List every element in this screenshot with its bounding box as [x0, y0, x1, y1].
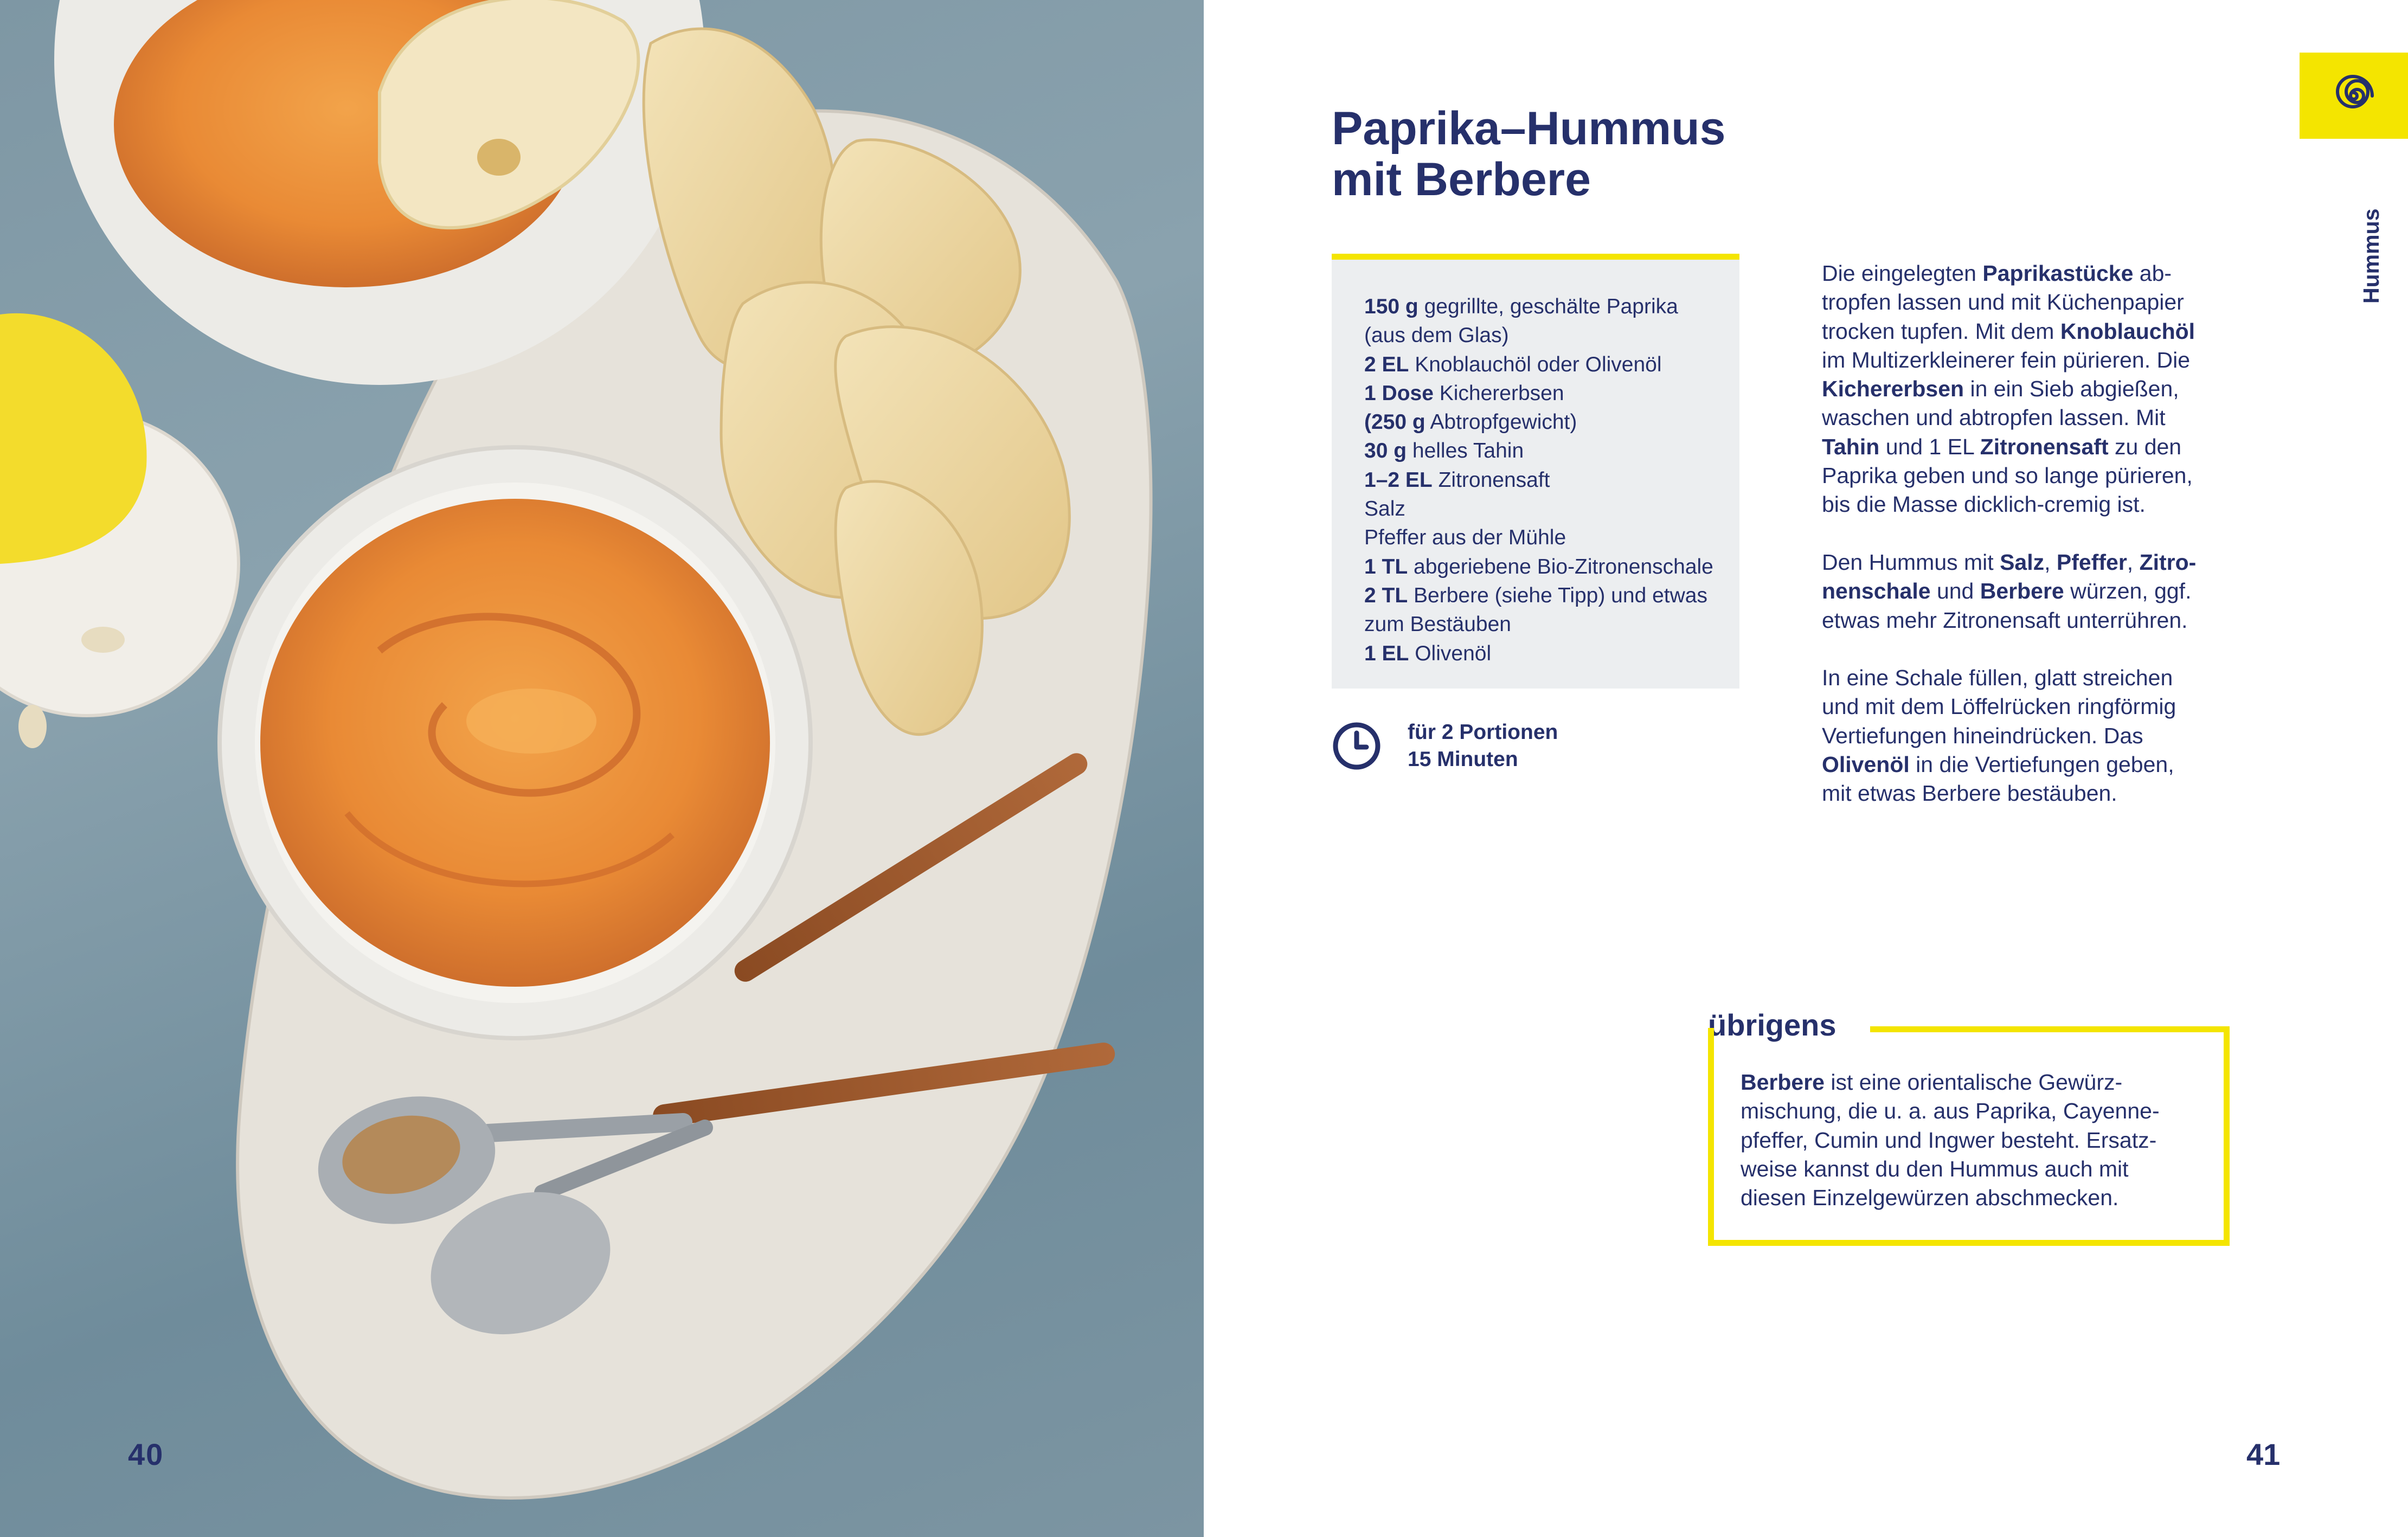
bold-term: Zitro-: [2139, 549, 2197, 575]
text-run: und: [1930, 578, 1980, 604]
text-run: mit etwas Berbere bestäuben.: [1822, 781, 2117, 806]
ingredient-line: [1364, 494, 1709, 523]
text-run: tropfen lassen und mit Küchenpapier: [1822, 290, 2184, 315]
recipe-meta: [1332, 719, 1558, 773]
ingredient-amount: 2 EL: [1364, 352, 1409, 376]
text-run: etwas mehr Zitronensaft unterrühren.: [1822, 607, 2188, 633]
chapter-tab: [2300, 53, 2408, 139]
bold-term: Olivenöl: [1822, 752, 1910, 777]
text-run: Den Hummus mit: [1822, 549, 2000, 575]
ingredient-line: [1364, 610, 1709, 639]
ingredient-line: [1364, 436, 1709, 465]
ingredient-amount: 150 g: [1364, 295, 1418, 318]
ingredient-text: Zitronensaft: [1432, 468, 1550, 492]
ingredient-line: [1364, 379, 1709, 408]
text-run: zu den: [2108, 434, 2182, 459]
text-run: In eine Schale füllen, glatt streichen: [1822, 665, 2173, 691]
ingredient-text: Salz: [1364, 497, 1405, 521]
text-run: ist eine orientalische Gewürz-: [1824, 1070, 2123, 1095]
ingredient-text: (aus dem Glas): [1364, 324, 1509, 348]
text-run: diesen Einzelgewürzen abschmecken.: [1741, 1185, 2119, 1211]
text-run: trocken tupfen. Mit dem: [1822, 318, 2060, 344]
ingredient-line: [1364, 321, 1709, 350]
ingredient-text: helles Tahin: [1407, 439, 1524, 463]
portions-label: für 2 Portionen: [1408, 721, 1558, 744]
ingredient-line: [1364, 639, 1709, 668]
instruction-step: [1822, 259, 2256, 519]
ingredient-line: [1364, 523, 1709, 552]
page-number-left: 40: [128, 1437, 164, 1471]
text-run: weise kannst du den Hummus auch mit: [1741, 1156, 2129, 1181]
text-run: und mit dem Löffelrücken ringförmig: [1822, 694, 2176, 719]
text-run: Paprika geben und so lange pürieren,: [1822, 463, 2193, 488]
text-run: bis die Masse dicklich-cremig ist.: [1822, 492, 2146, 517]
text-run: im Multizerkleinerer fein pürieren. Die: [1822, 347, 2191, 372]
ingredient-amount: 1–2 EL: [1364, 468, 1433, 492]
bold-term: Paprikastücke: [1982, 261, 2134, 286]
ingredient-text: Knoblauchöl oder Olivenöl: [1409, 352, 1662, 376]
text-run: ,: [2127, 549, 2140, 575]
instruction-step: [1822, 664, 2256, 808]
bold-term: Tahin: [1822, 434, 1880, 459]
ingredient-text: Olivenöl: [1409, 641, 1492, 665]
bold-term: Pfeffer: [2056, 549, 2127, 575]
tip-heading: übrigens: [1708, 1008, 1836, 1042]
ingredient-amount: 1 TL: [1364, 555, 1408, 578]
ingredient-amount: 30 g: [1364, 439, 1407, 463]
ingredient-text: Kichererbsen: [1433, 381, 1564, 405]
text-run: in ein Sieb abgießen,: [1964, 376, 2179, 402]
tip-text: [1741, 1068, 2207, 1212]
ingredients-list: [1364, 292, 1713, 668]
ingredient-line: [1364, 466, 1709, 494]
ingredient-line: [1364, 350, 1709, 379]
ingredient-amount: 2 TL: [1364, 583, 1408, 607]
text-run: Die eingelegten: [1822, 261, 1983, 286]
text-run: ,: [2044, 549, 2057, 575]
ingredient-text: Pfeffer aus der Mühle: [1364, 526, 1566, 550]
text-run: pfeffer, Cumin und Ingwer besteht. Ersatz-: [1741, 1127, 2157, 1153]
recipe-title-line2: mit Berbere: [1332, 153, 1591, 205]
ingredients-box: [1332, 254, 1739, 689]
bold-term: Kichererbsen: [1822, 376, 1964, 402]
ingredient-line: [1364, 408, 1709, 436]
text-run: in die Vertiefungen geben,: [1909, 752, 2174, 777]
text-run: und 1 EL: [1879, 434, 1980, 459]
ingredient-line: [1364, 552, 1713, 581]
bold-term: Zitronensaft: [1980, 434, 2109, 459]
ingredient-text: Berbere (siehe Tipp) und etwas: [1408, 583, 1707, 607]
bold-term: Berbere: [1980, 578, 2064, 604]
text-run: Vertiefungen hineindrücken. Das: [1822, 723, 2143, 748]
instructions: [1822, 259, 2256, 837]
ingredient-text: Abtropfgewicht): [1425, 410, 1577, 434]
recipe-title-line1: Paprika–Hummus: [1332, 102, 1726, 155]
bold-term: Salz: [2000, 549, 2045, 575]
ingredient-text: abgeriebene Bio-Zitronenschale: [1408, 555, 1713, 578]
time-label: 15 Minuten: [1408, 748, 1518, 771]
spiral-icon: [2328, 70, 2380, 122]
text-run: waschen und abtropfen lassen. Mit: [1822, 405, 2166, 430]
clock-icon: [1332, 721, 1382, 771]
ingredient-amount: (250 g: [1364, 410, 1425, 434]
text-run: würzen, ggf.: [2064, 578, 2192, 604]
recipe-title: [1332, 103, 1820, 205]
ingredient-amount: 1 Dose: [1364, 381, 1434, 405]
text-run: mischung, die u. a. aus Paprika, Cayenne-: [1741, 1098, 2160, 1124]
ingredient-text: gegrillte, geschälte Paprika: [1418, 295, 1678, 318]
ingredient-text: zum Bestäuben: [1364, 613, 1512, 636]
instruction-step: [1822, 548, 2256, 635]
text-run: ab-: [2133, 261, 2172, 286]
ingredient-line: [1364, 581, 1709, 610]
bold-term: nenschale: [1822, 578, 1931, 604]
bold-term: Berbere: [1741, 1070, 1825, 1095]
chapter-label-text: Hummus: [2359, 208, 2384, 304]
ingredient-line: [1364, 292, 1709, 321]
page-number-right: 41: [2246, 1437, 2281, 1471]
bold-term: Knoblauchöl: [2060, 318, 2195, 344]
ingredient-amount: 1 EL: [1364, 641, 1409, 665]
